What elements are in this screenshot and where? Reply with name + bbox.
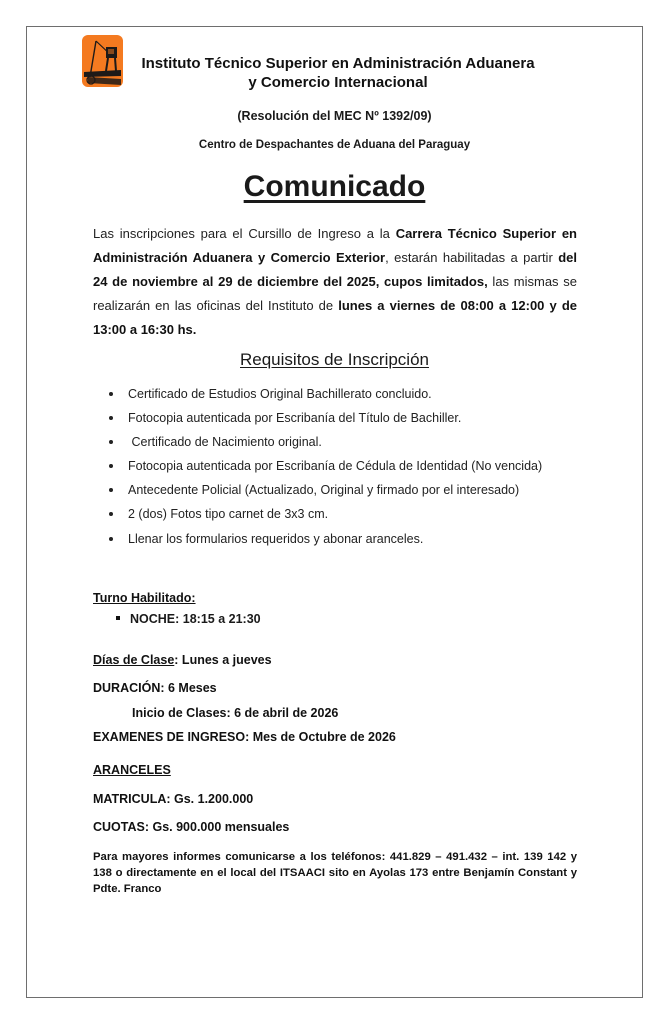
class-days [93, 653, 272, 667]
center-name: Centro de Despachantes de Aduana del Paraguay [198, 139, 471, 151]
list-item: Fotocopia autenticada por Escribanía del Título de Bachiller. [104, 406, 584, 430]
fees-heading: ARANCELES [93, 763, 171, 777]
intro-hours: lunes a viernes de 08:00 a 12:00 y de 13:00 a 16:30 hs. [93, 298, 577, 337]
contact-info: Para mayores informes comunicarse a los teléfonos: 441.829 – 491.432 – int. 139 142 y 138 o directamente en el local del ITSAACI sito en Ayolas 173 entre Benjamín Constant y Pdte. Franco [93, 851, 577, 895]
list-item: Fotocopia autenticada por Escribanía de Cédula de Identidad (No vencida) [104, 454, 584, 478]
turno-item [116, 612, 261, 626]
intro-paragraph [93, 222, 577, 342]
institute-name-line2: y Comercio Internacional [248, 74, 428, 91]
requirements-heading [26, 350, 643, 370]
list-item: Antecedente Policial (Actualizado, Original y firmado por el interesado) [104, 478, 584, 502]
list-item: Certificado de Nacimiento original. [104, 430, 584, 454]
resolution-text: (Resolución del MEC Nº 1392/09) [237, 109, 432, 123]
class-start: Inicio de Clases: 6 de abril de 2026 [132, 706, 339, 720]
list-item: Certificado de Estudios Original Bachillerato concluido. [104, 382, 584, 406]
square-bullet-icon [116, 616, 120, 620]
requirements-list [104, 382, 584, 551]
entrance-exams: EXAMENES DE INGRESO: Mes de Octubre de 2026 [93, 730, 396, 744]
turno-item-text: NOCHE: 18:15 a 21:30 [130, 612, 261, 626]
institute-name-line1: Instituto Técnico Superior en Administración Aduanera [141, 55, 535, 72]
intro-text-2: , estarán habilitadas a partir [385, 250, 559, 265]
list-item: Llenar los formularios requeridos y abonar aranceles. [104, 527, 584, 551]
intro-text-1: Las inscripciones para el Cursillo de Ingreso a la [93, 226, 396, 241]
enrollment-fee: MATRICULA: Gs. 1.200.000 [93, 792, 254, 806]
crane-dock-logo-icon [82, 35, 123, 87]
requirements-heading-text: Requisitos de Inscripción [240, 350, 429, 369]
list-item: 2 (dos) Fotos tipo carnet de 3x3 cm. [104, 502, 584, 526]
class-days-label: Días de Clase [93, 653, 175, 667]
monthly-fee: CUOTAS: Gs. 900.000 mensuales [93, 820, 290, 834]
class-days-value: : Lunes a jueves [174, 653, 272, 667]
turno-heading: Turno Habilitado: [93, 591, 196, 605]
intro-career: Carrera Técnico Superior en Administración Aduanera y Comercio Exterior [93, 226, 578, 265]
page-title [26, 168, 643, 206]
intro-dates: del 24 de noviembre al 29 de diciembre del 2025, cupos limitados, [93, 250, 577, 289]
page-title-text: Comunicado [243, 170, 426, 203]
intro-text-3: las mismas se realizarán en las oficinas del Instituto de [93, 274, 577, 313]
institute-name [128, 54, 548, 92]
duration: DURACIÓN: 6 Meses [93, 681, 217, 695]
